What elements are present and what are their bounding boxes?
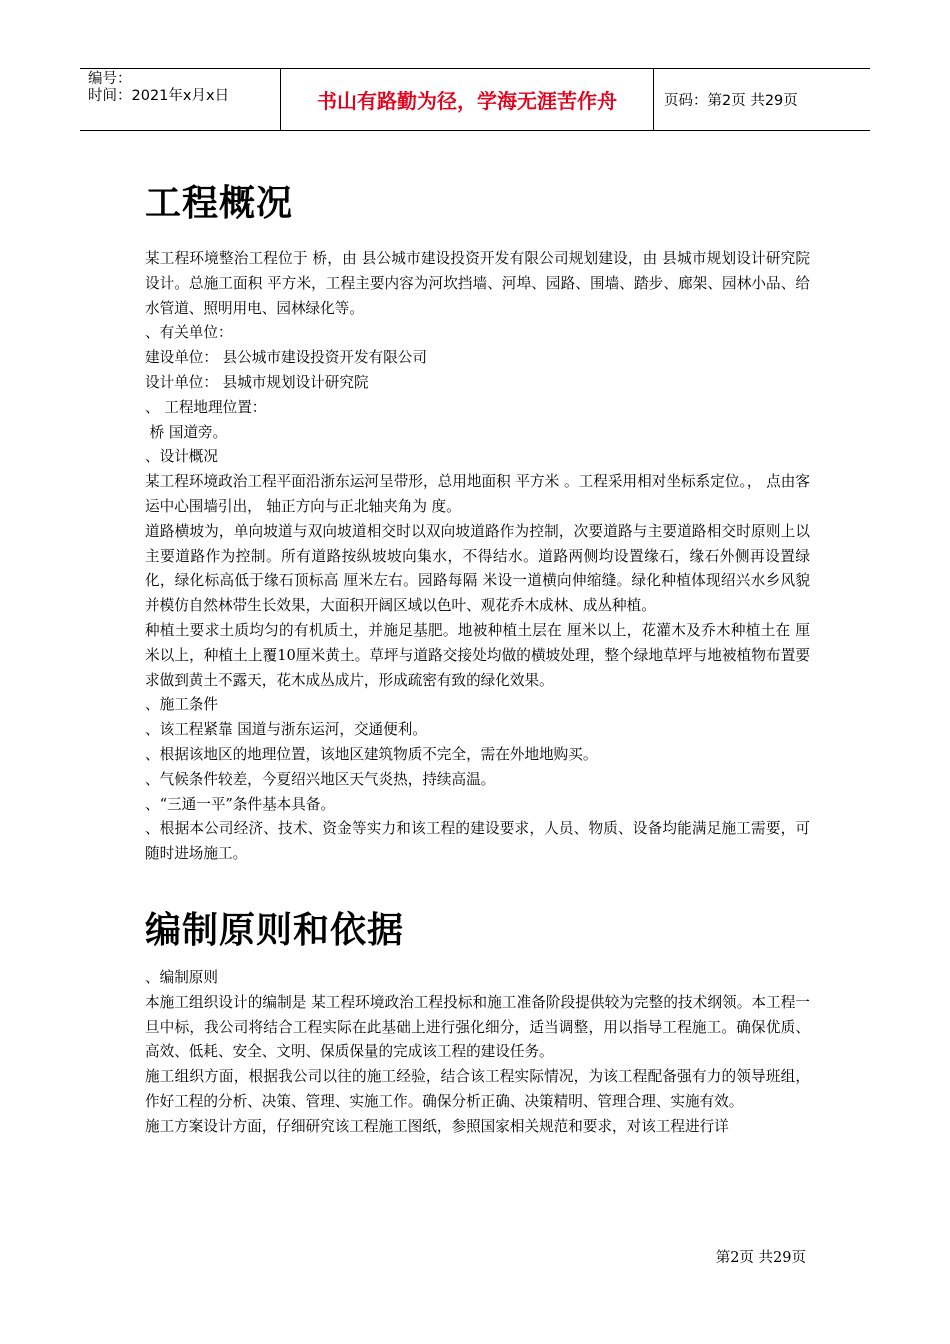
paragraph: 本施工组织设计的编制是 某工程环境政治工程投标和施工准备阶段提供较为完整的技术纲领。本工程一旦中标，我公司将结合工程实际在此基础上进行强化细分，适当调整，用以指导工程施工。确保优质、高效、低耗、安全、文明、保质保量的完成该工程的建设任务。 <box>145 993 810 1061</box>
paragraph: 某工程环境政治工程平面沿浙东运河呈带形，总用地面积 平方米 。工程采用相对坐标系定位。， 点由客运中心围墙引出， 轴正方向与正北轴夹角为 度。 <box>145 473 810 515</box>
paragraph: 、该工程紧靠 国道与浙东运河，交通便利。 <box>145 721 427 739</box>
section-principles-body <box>145 966 810 1140</box>
paragraph: 、根据该地区的地理位置，该地区建筑物质不完全，需在外地地购买。 <box>145 745 598 763</box>
section-title-principles: 编制原则和依据 <box>145 909 405 951</box>
section-title-overview: 工程概况 <box>145 183 294 224</box>
page-footer: 第2页 共29页 <box>715 1250 806 1266</box>
paragraph: 、编制原则 <box>145 968 218 986</box>
page-header <box>80 68 870 131</box>
paragraph: 种植土要求土质均匀的有机质土，并施足基肥。地被种植土层在 厘米以上，花灌木及乔木种植土在 厘米以上，种植土上覆10厘米黄土。草坪与道路交接处均做的横坡处理，整个绿地草坪与地被植物布置要求做到黄土不露天，花木成丛成片，形成疏密有致的绿化效果。 <box>145 621 810 689</box>
paragraph: 、“三通一平”条件基本具备。 <box>145 795 336 813</box>
paragraph: 道路横坡为，单向坡道与双向坡道相交时以双向坡道路作为控制，次要道路与主要道路相交时原则上以主要道路作为控制。所有道路按纵坡坡向集水，不得结水。道路两侧均设置缘石，缘石外侧再设置绿化，绿化标高低于缘石顶标高 厘米左右。园路每隔 米设一道横向伸缩缝。绿化种植体现绍兴水乡风貌并模仿自然林带生长效果，大面积开阔区域以色叶、观花乔木成林、成丛种植。 <box>145 522 810 615</box>
section-overview-body <box>145 247 810 867</box>
header-date: 时间：2021年x月x日 <box>88 88 230 104</box>
paragraph: 、根据本公司经济、技术、资金等实力和该工程的建设要求，人员、物质、设备均能满足施工需要，可随时进场施工。 <box>145 820 810 863</box>
paragraph: 、施工条件 <box>145 696 218 714</box>
header-motto: 书山有路勤为径，学海无涯苦作舟 <box>281 69 654 130</box>
document-body <box>145 176 810 1140</box>
paragraph: 建设单位： 县公城市建设投资开发有限公司 <box>145 349 427 367</box>
paragraph: 设计单位： 县城市规划设计研究院 <box>145 373 369 391</box>
paragraph: 、有关单位： <box>145 324 233 342</box>
paragraph: 、设计概况 <box>145 448 218 466</box>
header-meta <box>80 69 281 130</box>
paragraph: 桥 国道旁。 <box>145 423 228 441</box>
header-page-info: 页码：第2页 共29页 <box>664 93 798 109</box>
header-number-label: 编号： <box>88 71 132 87</box>
paragraph: 、 工程地理位置： <box>145 398 267 416</box>
paragraph: 施工组织方面，根据我公司以往的施工经验，结合该工程实际情况，为该工程配备强有力的领导班组，作好工程的分析、决策、管理、实施工作。确保分析正确、决策精明、管理合理、实施有效。 <box>145 1068 810 1110</box>
paragraph: 某工程环境整治工程位于 桥，由 县公城市建设投资开发有限公司规划建设，由 县城市规划设计研究院设计。总施工面积 平方米，工程主要内容为河坎挡墙、河埠、园路、围墙、踏步、廊架、园林小品、给水管道、照明用电、园林绿化等。 <box>145 250 810 317</box>
paragraph: 、气候条件较差，今夏绍兴地区天气炎热，持续高温。 <box>145 770 496 788</box>
paragraph: 施工方案设计方面，仔细研究该工程施工图纸，参照国家相关规范和要求，对该工程进行详 <box>145 1117 729 1135</box>
